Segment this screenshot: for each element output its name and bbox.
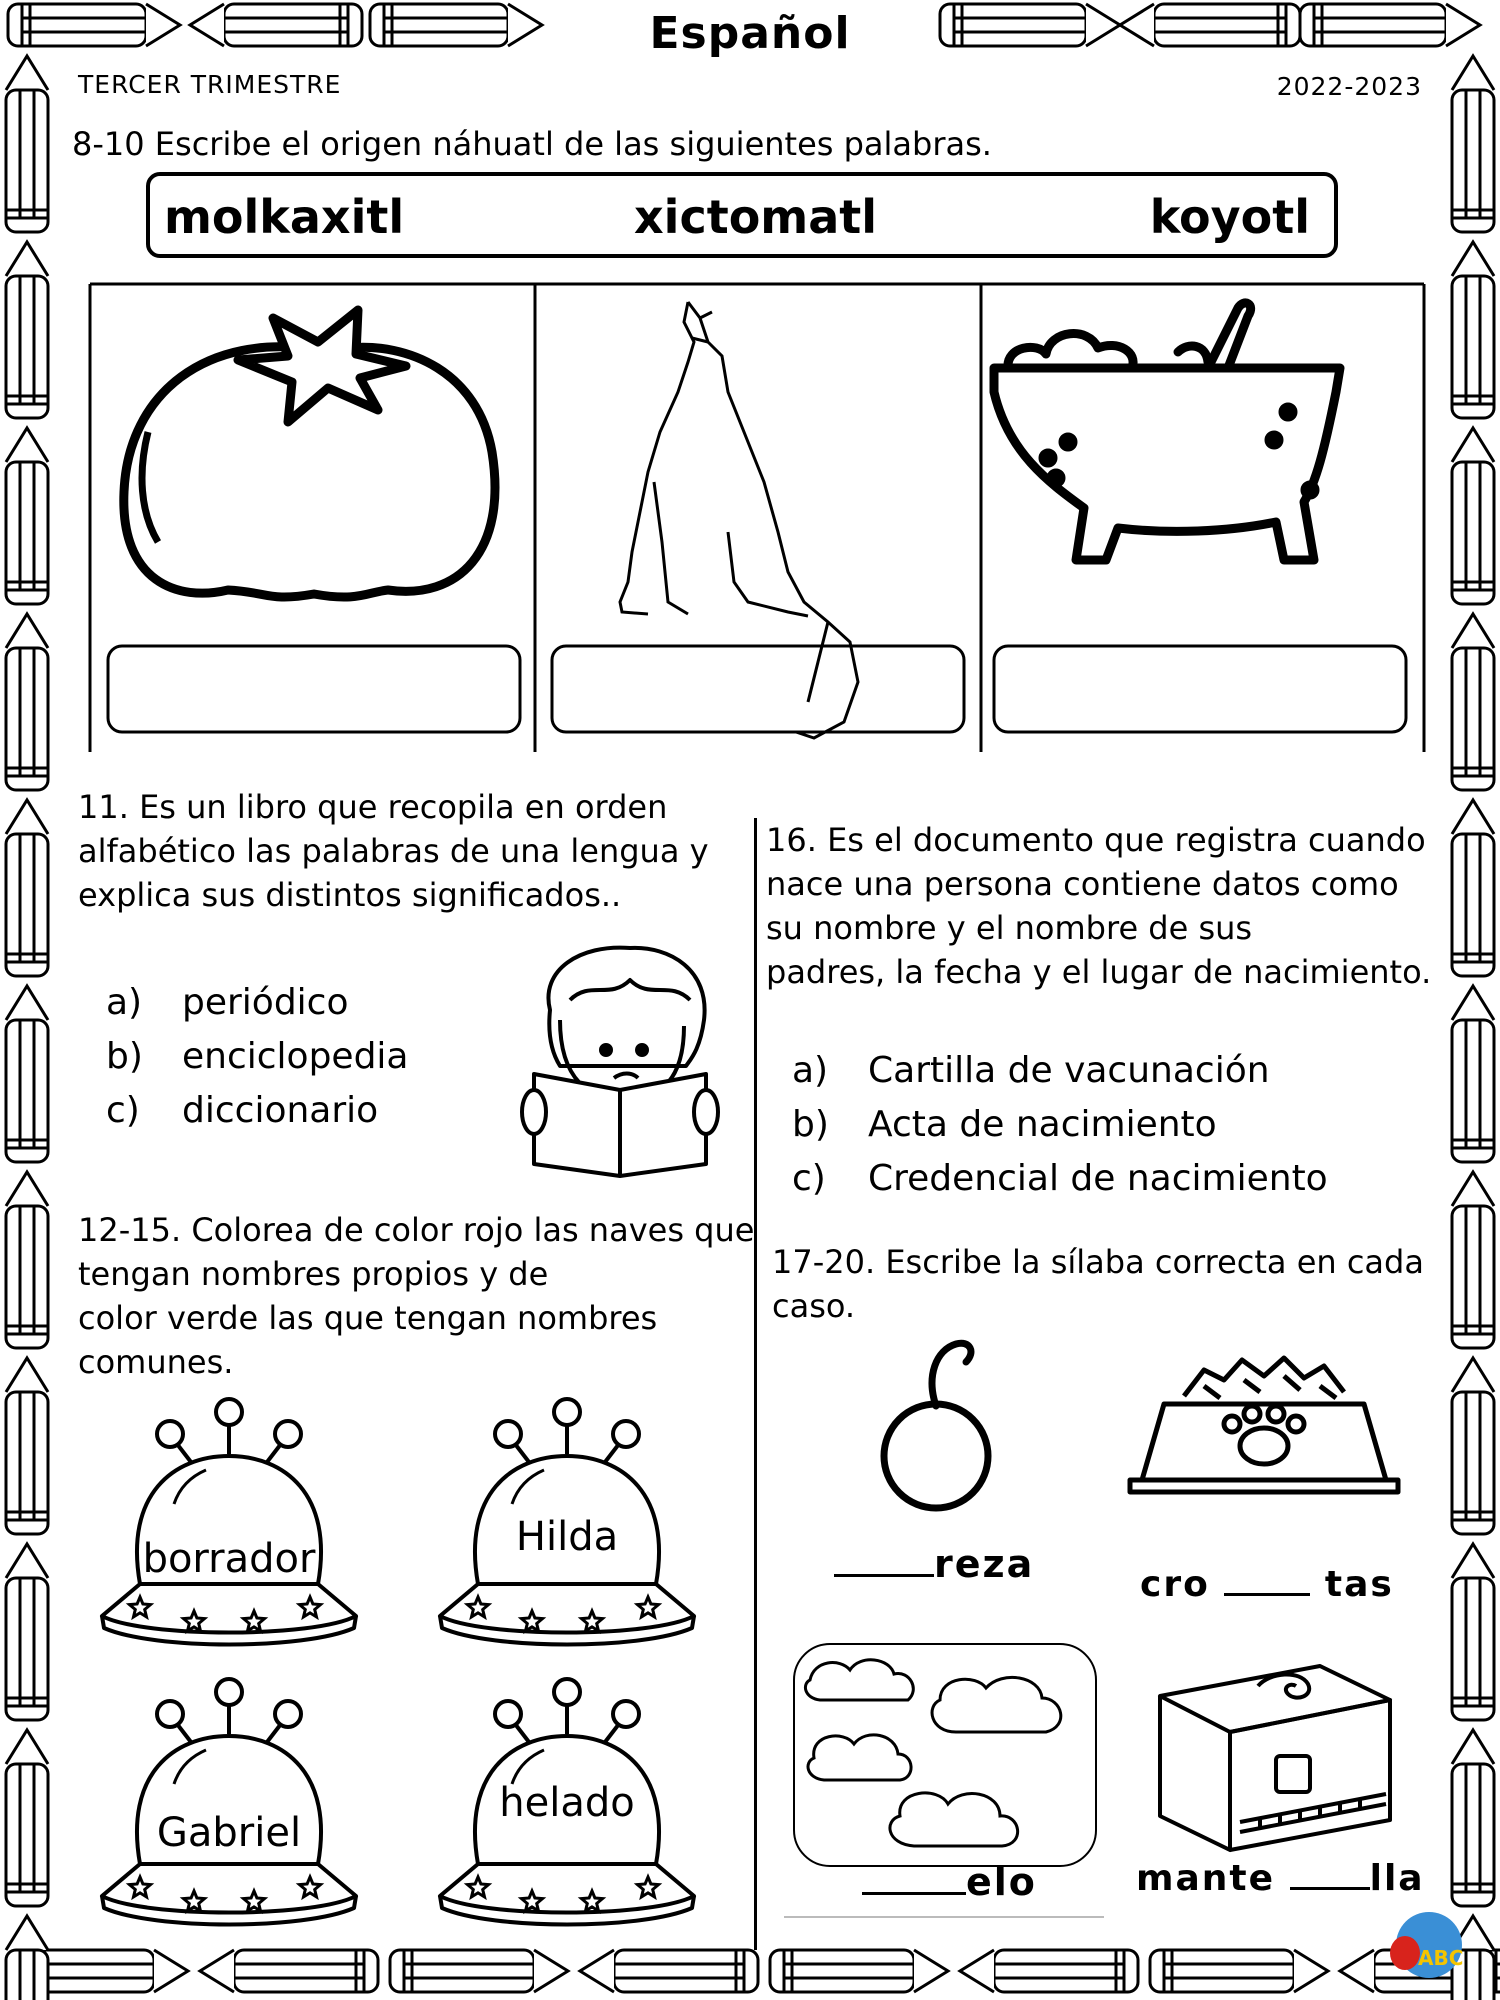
q16-line: padres, la fecha y el lugar de nacimiento. [766,953,1432,991]
q16-options [792,1044,1328,1206]
blank-line[interactable] [834,1546,934,1577]
q16-option-a[interactable]: a) Cartilla de vacunación [792,1050,1270,1091]
school-year: 2022-2023 [1276,72,1422,101]
q12-line: color verde las que tengan nombres [78,1299,658,1337]
q12-line: comunes. [78,1343,234,1381]
ufo-label: Hilda [515,1514,619,1560]
question-17-20 [772,1240,1424,1328]
q16-line: 16. Es el documento que registra cuando [766,821,1426,859]
molcajete-icon [994,303,1340,560]
question-16 [766,818,1431,994]
syllable-item-2: cro tas [1140,1564,1394,1605]
word-bank [146,172,1338,258]
butter-icon [1150,1636,1400,1856]
q12-line: tengan nombres propios y de [78,1255,549,1293]
column-divider [754,818,757,1950]
blank-line[interactable] [1224,1565,1310,1596]
word-xictomatl: xictomatl [634,190,878,244]
howling-coyote-icon [620,302,858,738]
q11-option-a[interactable]: a) periódico [106,982,349,1023]
syllable-item-4: mante lla [1136,1858,1425,1899]
answer-box-3[interactable] [994,646,1406,732]
instruction-8-10: 8-10 Escribe el origen náhuatl de las siguientes palabras. [72,125,992,163]
blank-line[interactable] [1290,1859,1370,1890]
q11-line: 11. Es un libro que recopila en orden [78,788,668,826]
tomato-icon [124,310,495,597]
cherry-icon [866,1336,1006,1516]
q16-option-b[interactable]: b) Acta de nacimiento [792,1104,1217,1145]
answer-box-1[interactable] [108,646,520,732]
pet-bowl-icon [1124,1346,1404,1506]
ufo-label: helado [499,1780,635,1826]
apple-icon [1390,1936,1420,1970]
q11-options [106,976,409,1138]
word-molkaxitl: molkaxitl [164,190,405,244]
q12-line: 12-15. Colorea de color rojo las naves que [78,1211,755,1249]
q16-line: su nombre y el nombre de sus [766,909,1253,947]
picture-table [88,282,1426,754]
term-label: TERCER TRIMESTRE [78,70,342,99]
child-reading-icon [520,940,720,1180]
page-title: Español [649,8,851,59]
ufo-label: borrador [142,1536,316,1582]
ufo-helado[interactable] [422,1674,712,1934]
question-12-15 [78,1208,754,1384]
divider-line [784,1916,1104,1918]
word-koyotl: koyotl [1149,190,1310,244]
ufo-hilda[interactable] [422,1394,712,1654]
q17-line: 17-20. Escribe la sílaba correcta en cada [772,1243,1424,1281]
ufo-borrador[interactable] [84,1394,374,1654]
ufo-label: Gabriel [156,1810,302,1856]
q11-option-b[interactable]: b) enciclopedia [106,1036,409,1077]
globe-logo-icon [1396,1912,1462,1978]
answer-box-2[interactable] [552,646,964,732]
blank-line[interactable] [862,1864,966,1895]
clouds-icon [790,1640,1100,1870]
syllable-item-3: elo [862,1860,1037,1904]
question-11 [78,785,709,917]
syllable-item-1: reza [834,1542,1034,1586]
abc-logo-text: ABC [1418,1946,1464,1970]
q16-line: nace una persona contiene datos como [766,865,1399,903]
q17-line: caso. [772,1287,856,1325]
q11-line: alfabético las palabras de una lengua y [78,832,709,870]
q11-line: explica sus distintos significados.. [78,876,622,914]
q11-option-c[interactable]: c) diccionario [106,1090,379,1131]
ufo-gabriel[interactable] [84,1674,374,1934]
q16-option-c[interactable]: c) Credencial de nacimiento [792,1158,1328,1199]
